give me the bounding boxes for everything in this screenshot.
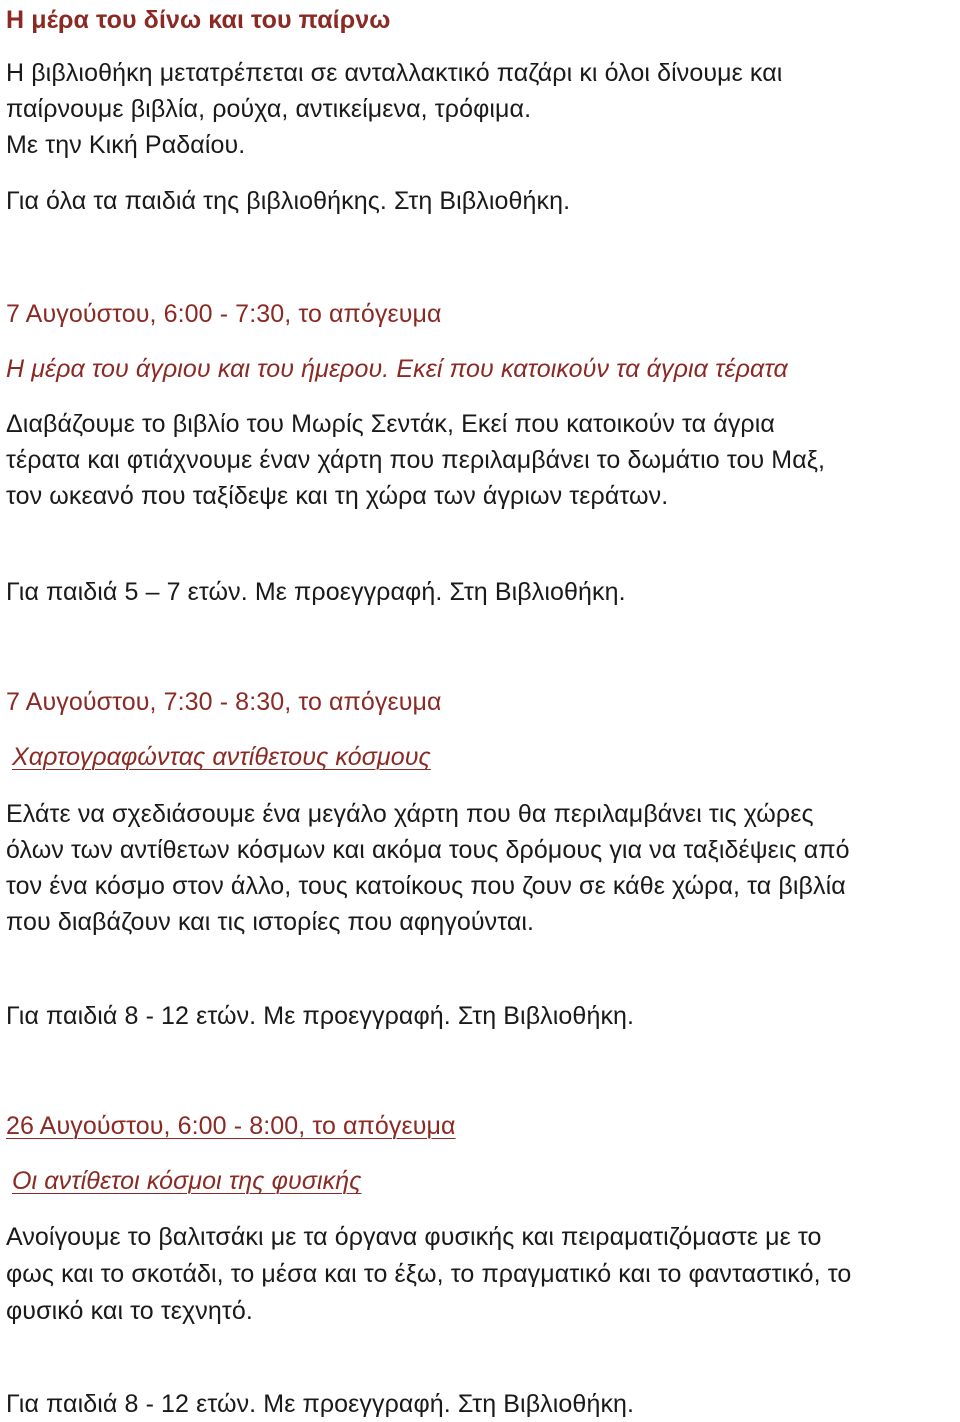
wild-things-title-suffix: Εκεί που κατοικούν τα άγρια τέρατα bbox=[396, 355, 788, 383]
wild-things-audience: Για παιδιά 5 – 7 ετών. Με προεγγραφή. Στη Βιβλιοθήκη. bbox=[6, 578, 626, 606]
mapping-worlds-date: 7 Αυγούστου, 7:30 - 8:30, το απόγευμα bbox=[6, 688, 442, 716]
give-take-description-line-2: παίρνουμε βιβλία, ρούχα, αντικείμενα, τρόφιμα. bbox=[6, 95, 532, 123]
physics-worlds-description-line-3: φυσικό και το τεχνητό. bbox=[6, 1297, 253, 1325]
mapping-worlds-description-line-2: όλων των αντίθετων κόσμων και ακόμα τους δρόμους για να ταξιδέψεις από bbox=[6, 836, 850, 864]
physics-worlds-title: Οι αντίθετοι κόσμοι της φυσικής bbox=[12, 1167, 362, 1195]
mapping-worlds-description-line-1: Ελάτε να σχεδιάσουμε ένα μεγάλο χάρτη που θα περιλαμβάνει τις χώρες bbox=[6, 800, 814, 828]
wild-things-description-line-1: Διαβάζουμε το βιβλίο του Μωρίς Σεντάκ, Εκεί που κατοικούν τα άγρια bbox=[6, 410, 775, 438]
physics-worlds-description-line-1: Ανοίγουμε το βαλιτσάκι με τα όργανα φυσικής και πειραματιζόμαστε με το bbox=[6, 1223, 822, 1251]
wild-things-description-line-3: τον ωκεανό που ταξίδεψε και τη χώρα των άγριων τεράτων. bbox=[6, 482, 669, 510]
give-take-description-line-3: Με την Κική Ραδαίου. bbox=[6, 131, 246, 159]
physics-worlds-date: 26 Αυγούστου, 6:00 - 8:00, το απόγευμα bbox=[6, 1112, 456, 1140]
mapping-worlds-description-line-3: τον ένα κόσμο στον άλλο, τους κατοίκους που ζουν σε κάθε χώρα, τα βιβλία bbox=[6, 872, 846, 900]
wild-things-description-line-2: τέρατα και φτιάχνουμε έναν χάρτη που περιλαμβάνει το δωμάτιο του Μαξ, bbox=[6, 446, 826, 474]
mapping-worlds-audience: Για παιδιά 8 - 12 ετών. Με προεγγραφή. Στη Βιβλιοθήκη. bbox=[6, 1002, 635, 1030]
physics-worlds-audience: Για παιδιά 8 - 12 ετών. Με προεγγραφή. Στη Βιβλιοθήκη. bbox=[6, 1390, 635, 1418]
mapping-worlds-title: Χαρτογραφώντας αντίθετους κόσμους bbox=[12, 743, 431, 771]
give-take-description-line-1: Η βιβλιοθήκη μετατρέπεται σε ανταλλακτικό παζάρι κι όλοι δίνουμε και bbox=[6, 59, 783, 87]
wild-things-title-prefix: Η μέρα του άγριου και του ήμερου. bbox=[6, 355, 390, 383]
give-take-title: Η μέρα του δίνω και του παίρνω bbox=[6, 6, 391, 34]
wild-things-date: 7 Αυγούστου, 6:00 - 7:30, το απόγευμα bbox=[6, 300, 442, 328]
mapping-worlds-description-line-4: που διαβάζουν και τις ιστορίες που αφηγούνται. bbox=[6, 908, 535, 936]
give-take-audience: Για όλα τα παιδιά της βιβλιοθήκης. Στη Βιβλιοθήκη. bbox=[6, 187, 571, 215]
physics-worlds-description-line-2: φως και το σκοτάδι, το μέσα και το έξω, το πραγματικό και το φανταστικό, το bbox=[6, 1260, 852, 1288]
wild-things-title bbox=[6, 351, 788, 387]
